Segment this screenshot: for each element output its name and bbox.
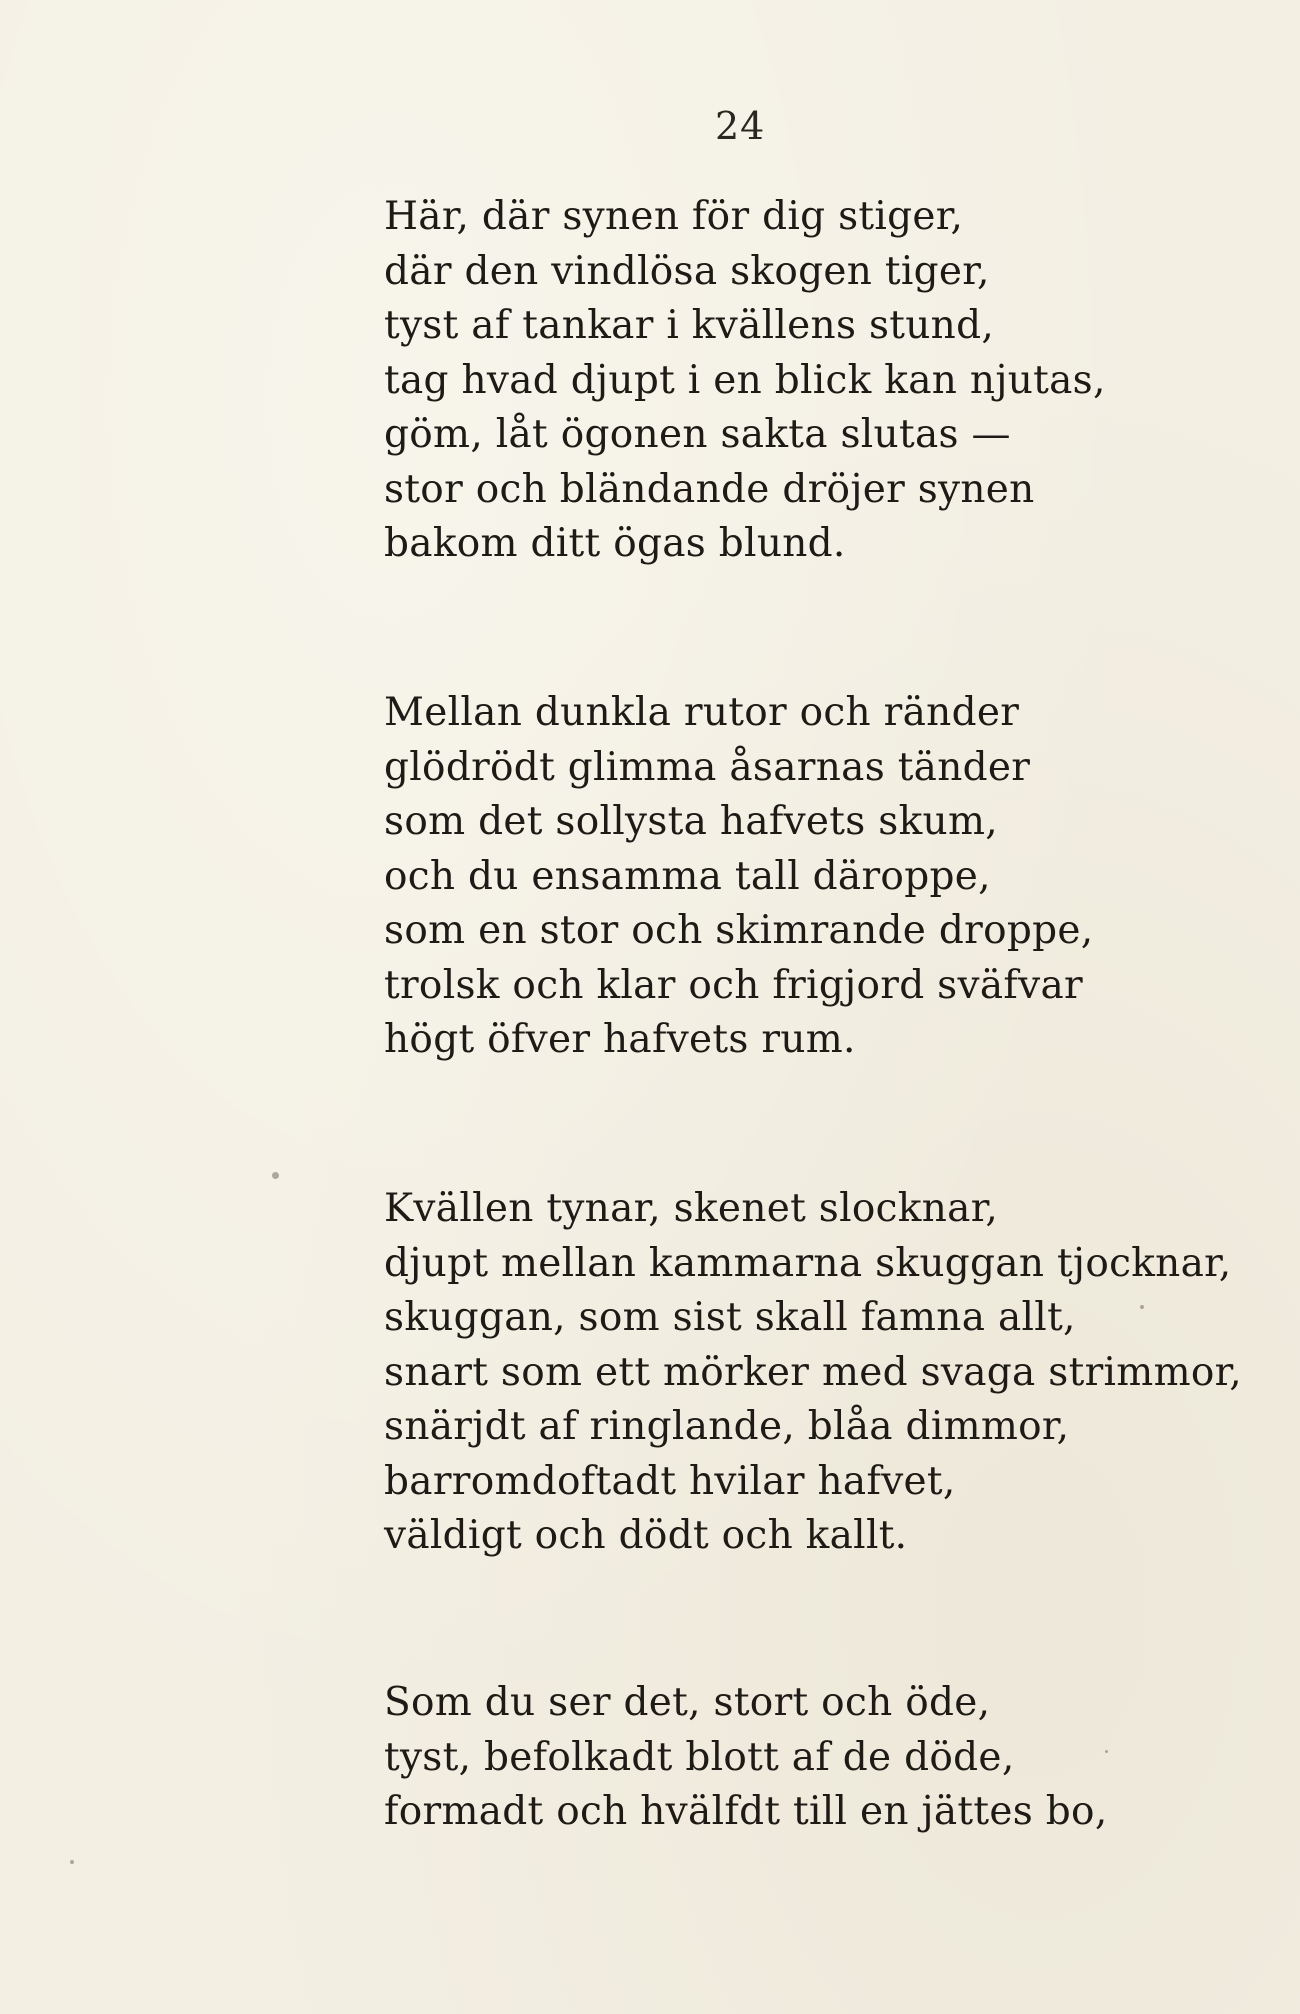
poem-line: göm, låt ögonen sakta slutas — — [384, 412, 1011, 457]
poem-line: Kvällen tynar, skenet slocknar, — [384, 1186, 999, 1231]
poem-line: som det sollysta hafvets skum, — [384, 799, 998, 844]
paper-speck — [1105, 1750, 1108, 1753]
poem-line: tyst, befolkadt blott af de döde, — [384, 1734, 1015, 1780]
poem-line: och du ensamma tall däroppe, — [384, 853, 991, 899]
paper-speck — [272, 1172, 279, 1179]
poem-line: Här, där synen för dig stiger, — [384, 194, 964, 239]
poem-line: Mellan dunkla rutor och ränder — [384, 690, 1020, 735]
poem-line: trolsk och klar och frigjord sväfvar — [384, 962, 1083, 1008]
poem-line: glödrödt glimma åsarnas tänder — [384, 744, 1031, 790]
poem-line: snart som ett mörker med svaga strimmor, — [384, 1349, 1242, 1395]
page-number: 24 — [715, 104, 766, 148]
poem-line: skuggan, som sist skall famna allt, — [384, 1295, 1076, 1340]
poem-line: Som du ser det, stort och öde, — [384, 1680, 991, 1725]
stanza-2 — [384, 686, 1093, 1068]
poem-line: snärjdt af ringlande, blåa dimmor, — [384, 1404, 1070, 1449]
poem-line: tag hvad djupt i en blick kan njutas, — [384, 357, 1106, 403]
poem-line: där den vindlösa skogen tiger, — [384, 248, 990, 294]
poem-line: barromdoftadt hvilar hafvet, — [384, 1458, 956, 1504]
paper-speck — [1140, 1305, 1144, 1309]
paper-speck — [70, 1860, 74, 1864]
poem-line: väldigt och dödt och kallt. — [384, 1513, 908, 1558]
stanza-1 — [384, 190, 1106, 572]
poem-line: högt öfver hafvets rum. — [384, 1017, 856, 1062]
poem-line: stor och bländande dröjer synen — [384, 466, 1035, 512]
poem-line: tyst af tankar i kvällens stund, — [384, 303, 995, 348]
poem-line: som en stor och skimrande droppe, — [384, 908, 1094, 953]
poem-line: djupt mellan kammarna skuggan tjocknar, — [384, 1240, 1232, 1286]
poem-line: formadt och hvälfdt till en jättes bo, — [384, 1789, 1108, 1834]
poem-line: bakom ditt ögas blund. — [384, 521, 846, 566]
stanza-4 — [384, 1676, 1108, 1840]
stanza-3 — [384, 1182, 1242, 1564]
